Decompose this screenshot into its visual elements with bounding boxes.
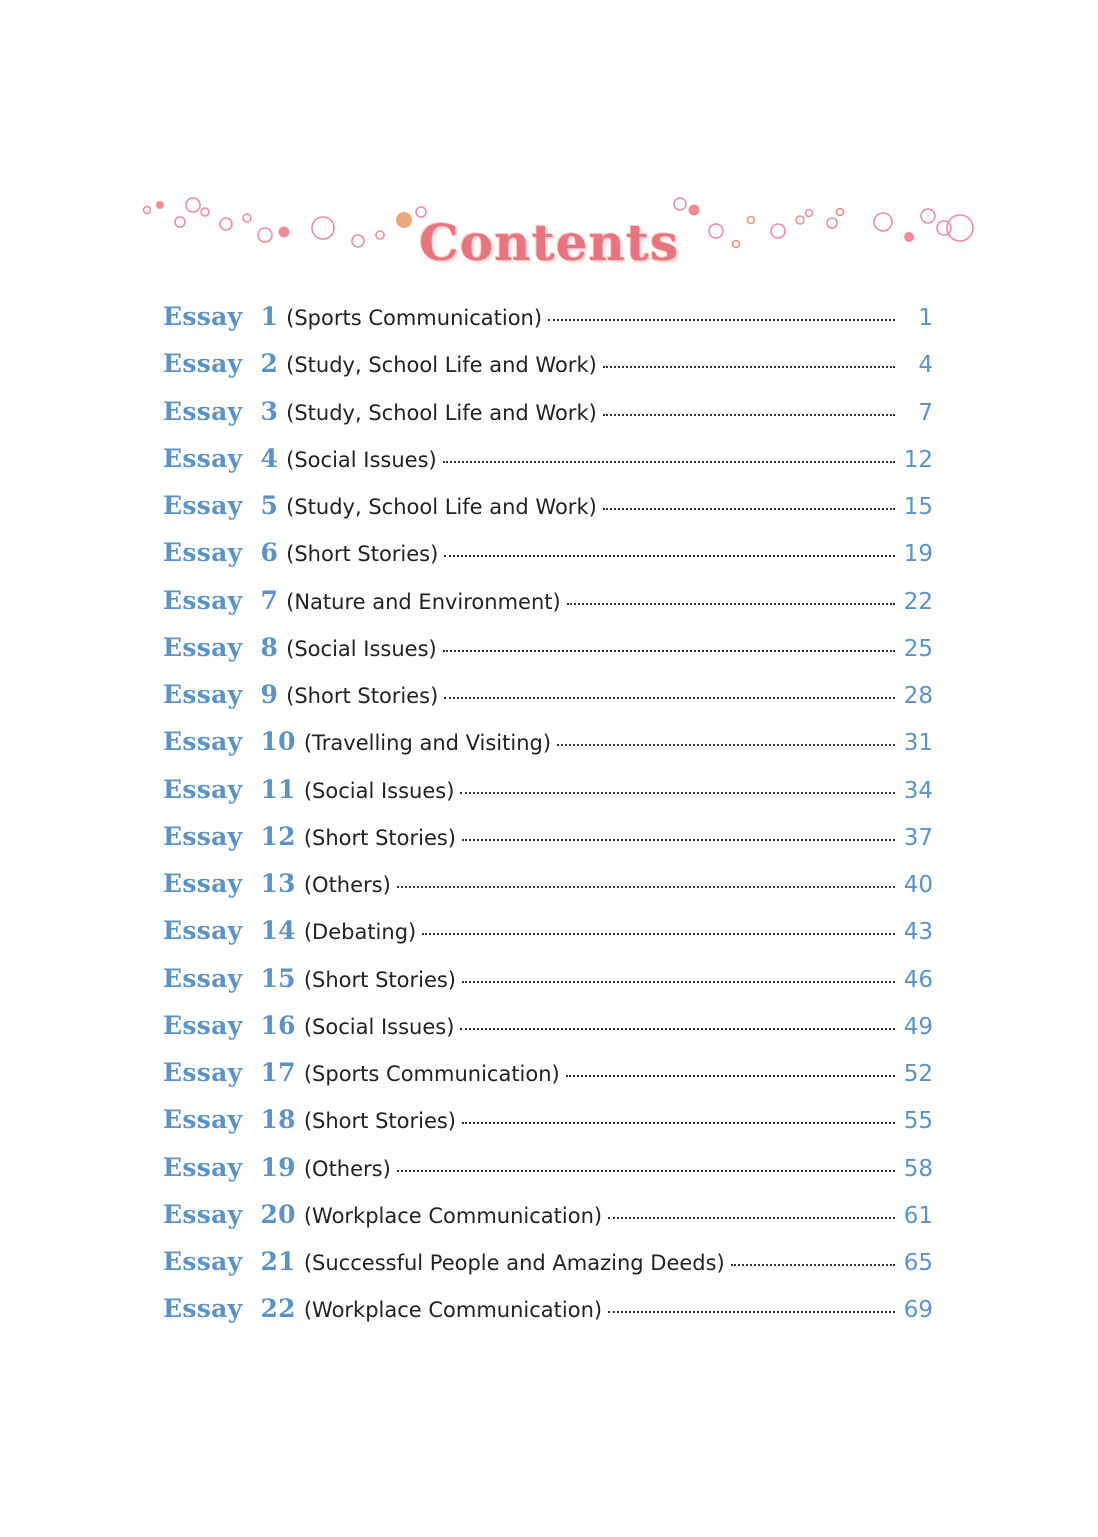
dot-leader [443, 650, 895, 652]
essay-word: Essay [163, 680, 243, 709]
dot-leader [462, 839, 895, 841]
essay-label [163, 397, 278, 426]
essay-label [163, 586, 278, 615]
essay-category: (Debating) [303, 920, 417, 945]
essay-number: 4 [260, 443, 279, 473]
essay-number: 8 [260, 632, 279, 662]
essay-number: 1 [260, 302, 279, 331]
essay-label [163, 916, 296, 945]
toc-entry[interactable] [163, 1200, 933, 1247]
essay-category: (Study, School Life and Work) [286, 495, 597, 519]
page-number: 15 [903, 494, 933, 520]
toc-entry[interactable] [163, 1058, 933, 1105]
essay-word: Essay [163, 1294, 243, 1324]
toc-entry[interactable] [163, 680, 933, 727]
page-number: 1 [918, 305, 933, 331]
page-number: 4 [918, 352, 933, 379]
essay-number: 7 [260, 585, 279, 615]
essay-number: 15 [260, 963, 296, 993]
essay-word: Essay [163, 396, 243, 426]
dot-leader [566, 1075, 895, 1077]
essay-category: (Short Stories) [303, 1109, 457, 1134]
contents-header [0, 180, 1098, 280]
toc-entry[interactable] [163, 349, 933, 396]
dot-leader [603, 414, 895, 416]
essay-category: (Travelling and Visiting) [303, 731, 552, 756]
essay-number: 11 [260, 774, 296, 804]
dot-leader [422, 933, 895, 935]
essay-label [163, 822, 296, 851]
essay-number: 17 [260, 1058, 296, 1087]
essay-category: (Nature and Environment) [286, 589, 561, 614]
essay-label [163, 1105, 296, 1134]
essay-label [163, 775, 296, 804]
essay-category: (Others) [303, 873, 391, 897]
toc-entry[interactable] [163, 1247, 933, 1294]
toc-entry[interactable] [163, 302, 933, 349]
essay-word: Essay [163, 963, 243, 993]
essay-label [163, 869, 296, 898]
toc-entry[interactable] [163, 1011, 933, 1058]
toc-entry[interactable] [163, 822, 933, 869]
toc-entry[interactable] [163, 916, 933, 963]
toc-entry[interactable] [163, 1105, 933, 1152]
page-number: 31 [903, 730, 933, 757]
essay-word: Essay [163, 1105, 243, 1135]
page-number: 69 [903, 1297, 933, 1324]
essay-word: Essay [163, 349, 243, 379]
toc-entry[interactable] [163, 397, 933, 444]
page-number: 19 [903, 541, 933, 568]
essay-number: 12 [260, 821, 296, 851]
dot-leader [460, 1028, 895, 1030]
dot-leader [462, 981, 895, 983]
page-number: 61 [903, 1202, 933, 1229]
dot-leader [567, 603, 895, 605]
essay-word: Essay [163, 727, 243, 757]
dot-leader [397, 1170, 895, 1172]
essay-number: 21 [260, 1247, 296, 1276]
essay-category: (Study, School Life and Work) [286, 353, 597, 378]
page-number: 49 [903, 1013, 933, 1040]
essay-word: Essay [163, 302, 243, 331]
essay-category: (Social Issues) [303, 778, 455, 803]
page-number: 65 [903, 1250, 933, 1276]
essay-word: Essay [163, 1010, 243, 1040]
page-number: 28 [903, 683, 933, 709]
toc-entry[interactable] [163, 586, 933, 633]
toc-entry[interactable] [163, 444, 933, 491]
essay-word: Essay [163, 1199, 243, 1229]
essay-word: Essay [163, 916, 243, 946]
toc-entry[interactable] [163, 964, 933, 1011]
essay-label [163, 1058, 296, 1087]
essay-word: Essay [163, 443, 243, 473]
essay-category: (Short Stories) [286, 684, 439, 708]
toc-entry[interactable] [163, 869, 933, 916]
essay-label [163, 1011, 296, 1040]
essay-word: Essay [163, 1152, 243, 1182]
essay-label [163, 349, 278, 378]
dot-leader [460, 792, 895, 794]
essay-label [163, 964, 296, 993]
essay-word: Essay [163, 585, 243, 615]
essay-category: (Short Stories) [303, 825, 457, 850]
essay-number: 20 [260, 1199, 296, 1229]
page-title: Contents [418, 213, 679, 272]
essay-category: (Workplace Communication) [303, 1298, 603, 1323]
essay-label [163, 1294, 296, 1323]
dot-leader [444, 555, 895, 557]
essay-number: 19 [260, 1152, 296, 1182]
essay-category: (Study, School Life and Work) [286, 400, 597, 425]
essay-word: Essay [163, 869, 243, 898]
page-number: 40 [903, 872, 933, 898]
page-number: 43 [903, 919, 933, 946]
toc-entry[interactable] [163, 775, 933, 822]
toc-entry[interactable] [163, 1153, 933, 1200]
dot-leader [443, 461, 895, 463]
essay-word: Essay [163, 774, 243, 804]
essay-number: 22 [260, 1294, 296, 1324]
toc-entry[interactable] [163, 491, 933, 538]
toc-entry[interactable] [163, 727, 933, 774]
page-number: 22 [903, 588, 933, 615]
essay-category: (Successful People and Amazing Deeds) [303, 1251, 725, 1275]
page-number: 52 [903, 1061, 933, 1087]
essay-category: (Sports Communication) [303, 1062, 560, 1086]
page-number: 46 [903, 966, 933, 993]
essay-label [163, 538, 278, 567]
page-number: 37 [903, 824, 933, 851]
dot-leader [397, 886, 895, 888]
dot-leader [603, 366, 895, 368]
essay-number: 2 [260, 349, 279, 379]
essay-number: 18 [260, 1105, 296, 1135]
essay-word: Essay [163, 1247, 243, 1276]
essay-number: 16 [260, 1010, 296, 1040]
essay-label [163, 727, 296, 756]
dot-leader [608, 1311, 895, 1313]
essay-label [163, 1247, 296, 1276]
essay-number: 10 [260, 727, 296, 757]
essay-word: Essay [163, 491, 243, 520]
essay-label [163, 444, 278, 473]
table-of-contents [163, 302, 933, 1342]
toc-entry[interactable] [163, 538, 933, 585]
essay-number: 13 [260, 869, 296, 898]
dot-leader [557, 744, 895, 746]
dot-leader [731, 1264, 895, 1266]
page-number: 55 [903, 1108, 933, 1135]
essay-label [163, 633, 278, 662]
dot-leader [462, 1122, 895, 1124]
essay-word: Essay [163, 538, 243, 568]
essay-category: (Workplace Communication) [303, 1203, 603, 1228]
toc-entry[interactable] [163, 633, 933, 680]
dot-leader [548, 319, 895, 321]
essay-category: (Social Issues) [303, 1014, 455, 1039]
essay-number: 6 [260, 538, 279, 568]
toc-entry[interactable] [163, 1294, 933, 1341]
essay-number: 3 [260, 396, 279, 426]
essay-category: (Short Stories) [303, 967, 457, 992]
essay-number: 9 [260, 680, 279, 709]
page-number: 25 [903, 635, 933, 662]
essay-category: (Social Issues) [286, 636, 437, 661]
page-number: 12 [903, 446, 933, 473]
dot-leader [608, 1217, 895, 1219]
essay-number: 5 [260, 491, 279, 520]
page-number: 58 [903, 1155, 933, 1182]
essay-category: (Short Stories) [286, 542, 439, 567]
essay-word: Essay [163, 632, 243, 662]
essay-category: (Others) [303, 1156, 391, 1181]
dot-leader [444, 697, 895, 699]
essay-label [163, 1200, 296, 1229]
essay-number: 14 [260, 916, 296, 946]
page-number: 34 [903, 777, 933, 804]
essay-label [163, 1153, 296, 1182]
essay-label [163, 491, 278, 520]
essay-word: Essay [163, 1058, 243, 1087]
dot-leader [603, 508, 895, 510]
essay-category: (Sports Communication) [286, 306, 543, 330]
essay-category: (Social Issues) [286, 447, 437, 472]
page-number: 7 [918, 399, 933, 426]
essay-word: Essay [163, 821, 243, 851]
essay-label [163, 680, 278, 709]
essay-label [163, 302, 278, 331]
